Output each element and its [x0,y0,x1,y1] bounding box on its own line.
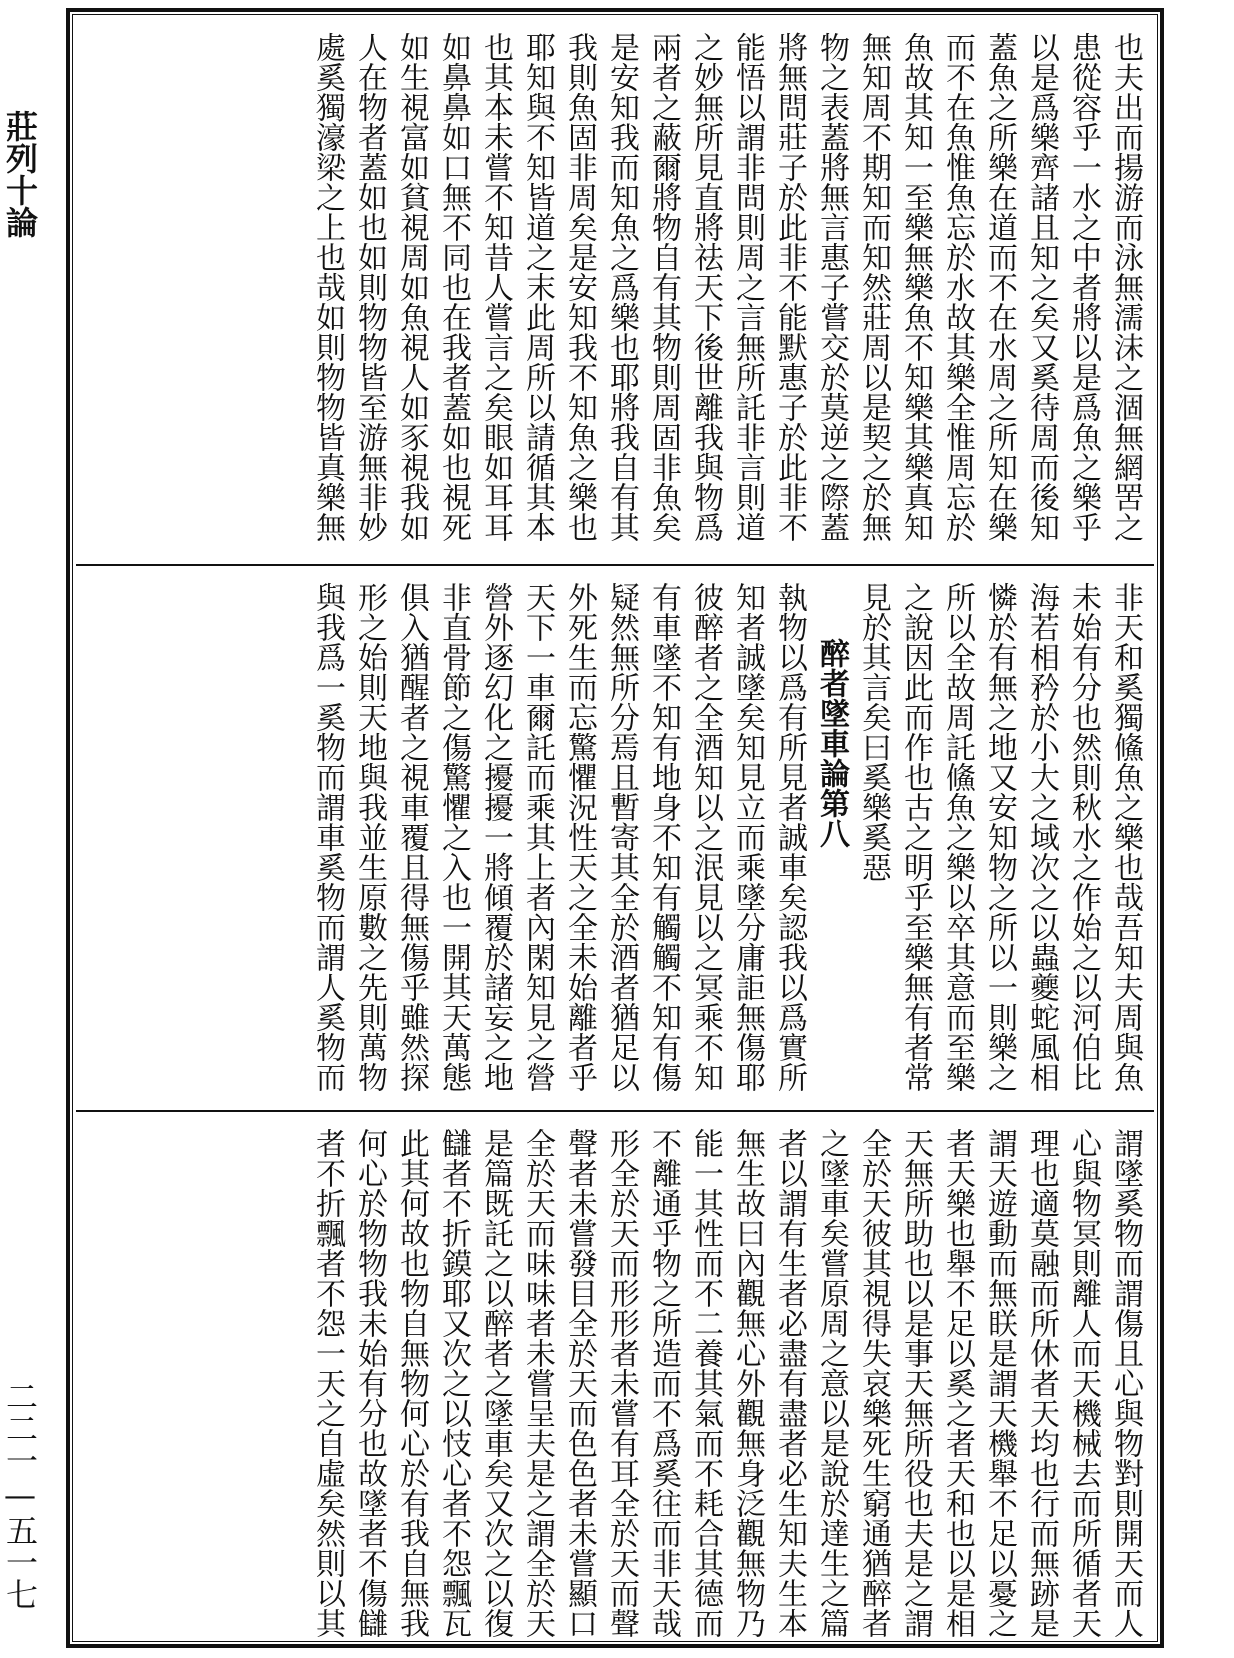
text-column: 我則魚固非周矣是安知我不知魚之樂也 [562,32,597,542]
text-column: 者不折飄者不怨一天之自虛矣然則以其 [310,1128,345,1638]
text-column: 以是爲樂齊諸且知之矣又奚待周而後知 [1024,32,1059,542]
text-column: 謂天遊動而無眹是謂天機舉不足以憂之 [982,1128,1017,1638]
text-column: 所以全故周託鯈魚之樂以卒其意而至樂 [940,582,975,1092]
text-column: 形之始則天地與我並生原數之先則萬物 [352,582,387,1092]
text-column: 執物以爲有所見者誠車矣認我以爲實所 [772,582,807,1092]
text-band-1 [76,18,1154,564]
text-column: 全於天彼其視得失哀樂死生窮通猶醉者 [856,1128,891,1638]
text-column: 天下一車爾託而乘其上者內閑知見之營 [520,582,555,1092]
text-column: 蓋魚之所樂在道而不在水周之所知在樂 [982,32,1017,542]
text-column: 者天樂也舉不足以奚之者天和也以是相 [940,1128,975,1638]
text-column: 外死生而忘驚懼況性天之全未始離者乎 [562,582,597,1092]
column-group-1 [76,18,1154,564]
text-column: 魚故其知一至樂無樂魚不知樂其樂真知 [898,32,933,542]
text-column: 謂墜奚物而謂傷且心與物對則開天而人 [1108,1128,1143,1638]
text-column: 疑然無所分焉且暫寄其全於酒者猶足以 [604,582,639,1092]
text-column: 能悟以謂非問則周之言無所託非言則道 [730,32,765,542]
divider-rule-1 [76,564,1154,566]
text-column: 讎者不折鏌耶又次之以忮心者不怨飄瓦 [436,1128,471,1638]
text-column: 無生故曰內觀無心外觀無身泛觀無物乃 [730,1128,765,1638]
text-column: 如鼻鼻如口無不同也在我者蓋如也視死 [436,32,471,542]
text-column: 天無所助也以是事天無所役也夫是之謂 [898,1128,933,1638]
text-column: 此其何故也物自無物何心於有我自無我 [394,1128,429,1638]
text-column: 與我爲一奚物而謂車奚物而謂人奚物而 [310,582,345,1092]
text-column: 何心於物物我未始有分也故墜者不傷讎 [352,1128,387,1638]
text-column: 而不在魚惟魚忘於水故其樂全惟周忘於 [940,32,975,542]
text-column: 能一其性而不二養其氣而不耗合其德而 [688,1128,723,1638]
text-column: 之墜車矣嘗原周之意以是說於達生之篇 [814,1128,849,1638]
column-group-3 [76,1114,1154,1640]
column-group-2 [76,568,1154,1110]
text-column: 是安知我而知魚之爲樂也耶將我自有其 [604,32,639,542]
text-column: 聲者未嘗發目全於天而色色者未嘗顯口 [562,1128,597,1638]
text-column: 將無問莊子於此非不能默惠子於此非不 [772,32,807,542]
text-column: 全於天而味味者未嘗呈夫是之謂全於天 [520,1128,555,1638]
text-column: 俱入猶醒者之視車覆且得無傷乎雖然探 [394,582,429,1092]
text-column: 有車墜不知有地身不知有觸觸不知有傷 [646,582,681,1092]
text-column: 海若相矜於小大之域次之以蟲夔蛇風相 [1024,582,1059,1092]
page-frame [66,8,1164,1648]
text-column: 人在物者蓋如也如則物物皆至游無非妙 [352,32,387,542]
text-column: 也夫出而揚游而泳無濡沫之涸無網罟之 [1108,32,1143,542]
text-column: 是篇既託之以醉者之墜車矣又次之以復 [478,1128,513,1638]
divider-rule-2 [76,1110,1154,1112]
text-column: 未始有分也然則秋水之作始之以河伯比 [1066,582,1101,1092]
text-column: 不離通乎物之所造而不爲奚往而非天哉 [646,1128,681,1638]
text-column: 兩者之蔽爾將物自有其物則周固非魚矣 [646,32,681,542]
text-column: 非直骨節之傷驚懼之入也一開其天萬態 [436,582,471,1092]
text-column: 彼醉者之全酒知以之泯見以之冥乘不知 [688,582,723,1092]
text-band-3 [76,1114,1154,1640]
text-column: 營外逐幻化之擾擾一將傾覆於諸妄之地 [478,582,513,1092]
text-column: 之妙無所見直將祛天下後世離我與物爲 [688,32,723,542]
text-column: 處奚獨濠梁之上也哉如則物物皆真樂無 [310,32,345,542]
text-column: 患從容乎一水之中者將以是爲魚之樂乎 [1066,32,1101,542]
text-column: 如生視富如貧視周如魚視人如豕視我如 [394,32,429,542]
text-column: 心與物冥則離人而天機械去而所循者天 [1066,1128,1101,1638]
text-band-2 [76,568,1154,1110]
margin-book-title: 莊列十論 [1,110,39,238]
text-column: 醉者墜車論第八 [814,638,849,848]
margin-page-number: 二二一—五一七 [1,1380,39,1610]
text-column: 者以謂有生者必盡有盡者必生知夫生本 [772,1128,807,1638]
text-column: 耶知與不知皆道之末此周所以請循其本 [520,32,555,542]
text-column: 物之表蓋將無言惠子嘗交於莫逆之際蓋 [814,32,849,542]
text-column: 理也適莫融而所休者天均也行而無跡是 [1024,1128,1059,1638]
text-column: 形全於天而形形者未嘗有耳全於天而聲 [604,1128,639,1638]
text-column: 也其本未嘗不知昔人嘗言之矣眼如耳耳 [478,32,513,542]
text-column: 憐於有無之地又安知物之所以一則樂之 [982,582,1017,1092]
text-column: 非天和奚獨鯈魚之樂也哉吾知夫周與魚 [1108,582,1143,1092]
text-column: 見於其言矣曰奚樂奚惡 [856,582,891,882]
text-column: 之說因此而作也古之明乎至樂無有者常 [898,582,933,1092]
text-column: 無知周不期知而知然莊周以是契之於無 [856,32,891,542]
text-column: 知者誠墜矣知見立而乘墜分庸詎無傷耶 [730,582,765,1092]
